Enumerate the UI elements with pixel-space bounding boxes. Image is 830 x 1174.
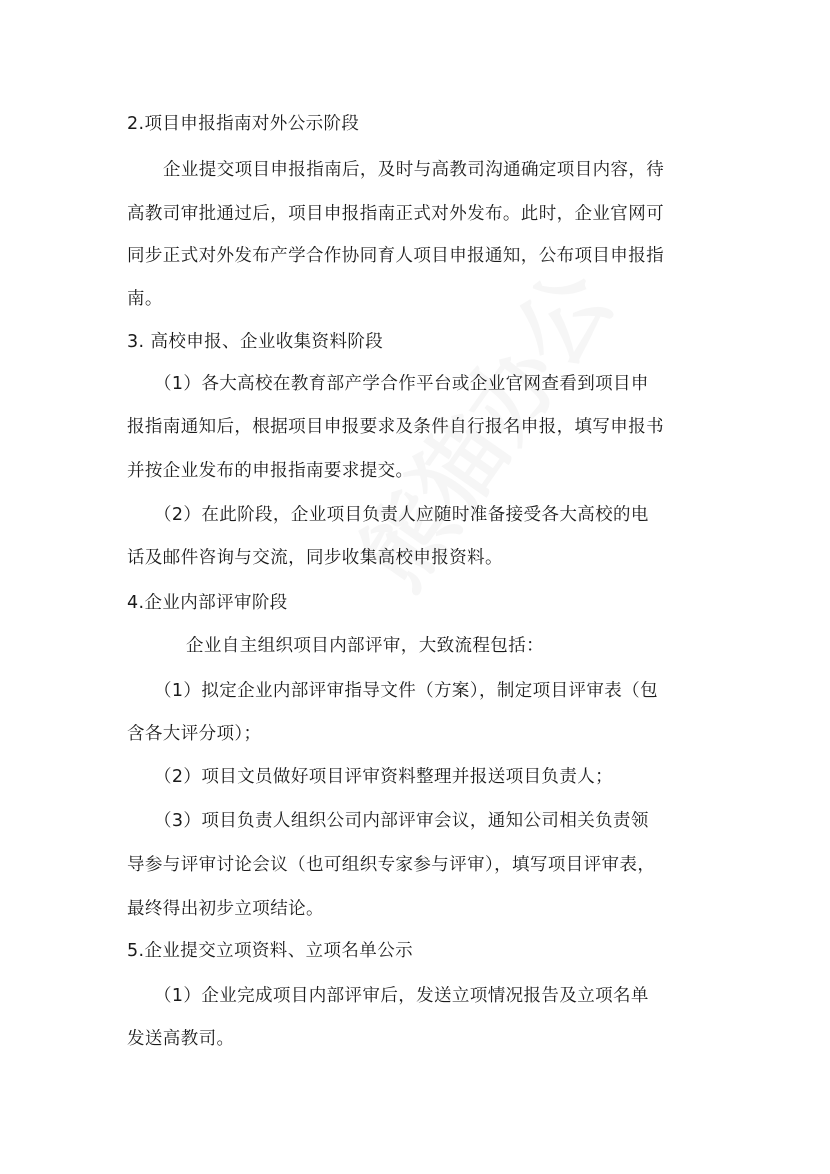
paragraph-line: （2）在此阶段，企业项目负责人应随时准备接受各大高校的电 <box>154 505 649 525</box>
paragraph-line: 企业提交项目申报指南后，及时与高教司沟通确定项目内容，待 <box>163 160 665 180</box>
paragraph-line: 含各大评分项）； <box>127 724 262 744</box>
paragraph-line: 最终得出初步立项结论。 <box>127 899 324 919</box>
paragraph-line: 导参与评审讨论会议（也可组织专家参与评审），填写项目评审表， <box>127 855 656 875</box>
paragraph-line: 报指南通知后，根据项目申报要求及条件自行报名申报，填写申报书 <box>127 417 664 437</box>
heading-stage-2: 2.项目申报指南对外公示阶段 <box>127 114 360 134</box>
paragraph-line: （3）项目负责人组织公司内部评审会议，通知公司相关负责领 <box>154 811 649 831</box>
heading-stage-4: 4.企业内部评审阶段 <box>127 593 288 613</box>
paragraph-line: （1）拟定企业内部评审指导文件（方案），制定项目评审表（包 <box>154 681 658 701</box>
paragraph-line: 话及邮件咨询与交流，同步收集高校申报资料。 <box>127 548 503 568</box>
paragraph-line: 发送高教司。 <box>127 1029 235 1049</box>
heading-stage-5: 5.企业提交立项资料、立项名单公示 <box>127 941 413 961</box>
paragraph-line: （1）企业完成项目内部评审后，发送立项情况报告及立项名单 <box>154 986 649 1006</box>
paragraph-line: 同步正式对外发布产学合作协同育人项目申报通知，公布项目申报指 <box>127 246 664 266</box>
heading-stage-3: 3. 高校申报、企业收集资料阶段 <box>127 332 384 352</box>
paragraph-line: 南。 <box>127 289 163 309</box>
paragraph-line: （2）项目文员做好项目评审资料整理并报送项目负责人； <box>154 767 614 787</box>
paragraph-line: （1）各大高校在教育部产学合作平台或企业官网查看到项目申 <box>154 374 649 394</box>
paragraph-line: 并按企业发布的申报指南要求提交。 <box>127 461 414 481</box>
paragraph-line: 高教司审批通过后，项目申报指南正式对外发布。此时，企业官网可 <box>127 204 664 224</box>
paragraph-line: 企业自主组织项目内部评审，大致流程包括： <box>186 636 544 656</box>
